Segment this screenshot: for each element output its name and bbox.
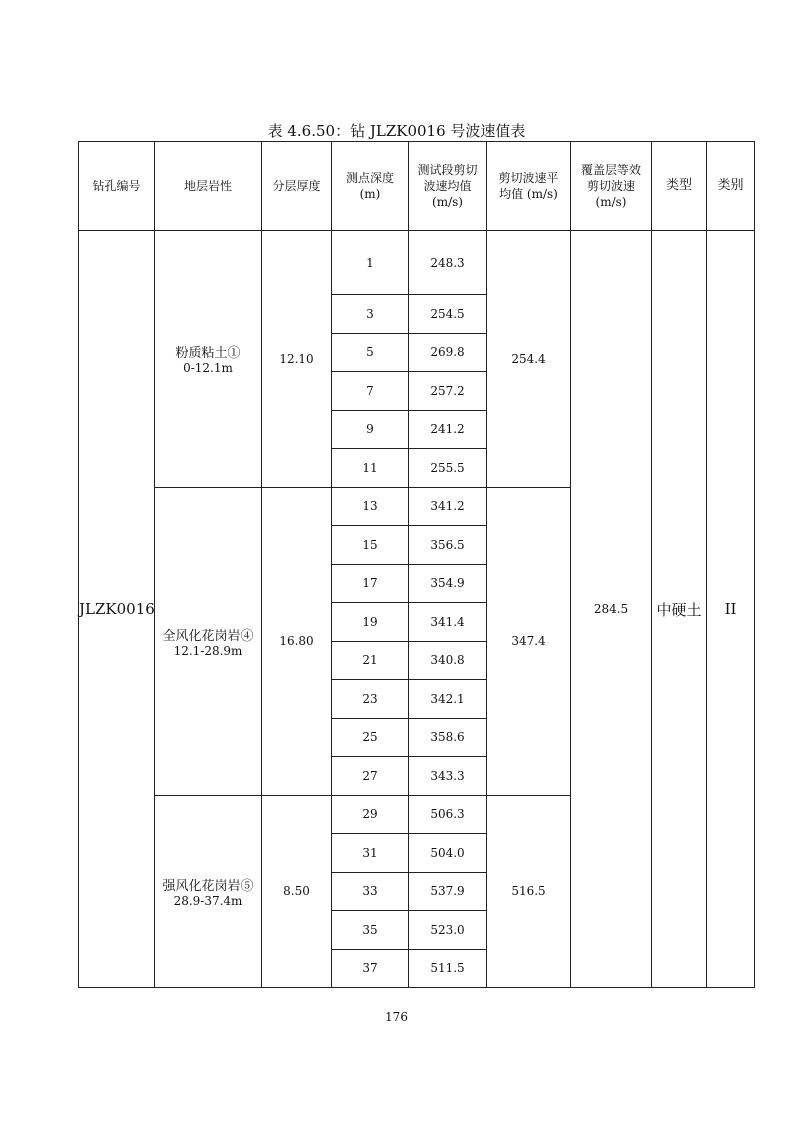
site-class-cell: II bbox=[707, 231, 755, 988]
depth-cell: 29 bbox=[332, 795, 409, 834]
table-body bbox=[79, 231, 755, 988]
depth-cell: 11 bbox=[332, 449, 409, 488]
depth-cell: 1 bbox=[332, 231, 409, 295]
avg-velocity-cell: 516.5 bbox=[487, 795, 571, 988]
table-row bbox=[79, 231, 755, 295]
velocity-cell: 255.5 bbox=[409, 449, 487, 488]
velocity-cell: 537.9 bbox=[409, 872, 487, 911]
header-type: 类型 bbox=[652, 142, 707, 231]
header-depth: 测点深度 (m) bbox=[332, 142, 409, 231]
stratum-cell bbox=[155, 231, 262, 488]
equiv-velocity-cell: 284.5 bbox=[571, 231, 652, 988]
header-row bbox=[79, 142, 755, 231]
velocity-cell: 354.9 bbox=[409, 564, 487, 603]
stratum-range: 0-12.1m bbox=[183, 361, 233, 376]
depth-cell: 3 bbox=[332, 295, 409, 334]
velocity-cell: 254.5 bbox=[409, 295, 487, 334]
thickness-cell: 8.50 bbox=[262, 795, 332, 988]
velocity-cell: 358.6 bbox=[409, 718, 487, 757]
depth-cell: 31 bbox=[332, 834, 409, 873]
depth-cell: 13 bbox=[332, 487, 409, 526]
thickness-cell: 16.80 bbox=[262, 487, 332, 795]
stratum-cell bbox=[155, 487, 262, 795]
wave-velocity-table bbox=[78, 141, 755, 988]
thickness-cell: 12.10 bbox=[262, 231, 332, 488]
stratum-name: 粉质粘土① bbox=[175, 346, 241, 362]
header-equiv-velocity: 覆盖层等效 剪切波速 (m/s) bbox=[571, 142, 652, 231]
header-stratum: 地层岩性 bbox=[155, 142, 262, 231]
soil-type-cell: 中硬土 bbox=[652, 231, 707, 988]
table-caption: 表 4.6.50：钻 JLZK0016 号波速值表 bbox=[267, 122, 526, 140]
velocity-cell: 241.2 bbox=[409, 410, 487, 449]
stratum-name: 全风化花岗岩④ bbox=[162, 628, 254, 644]
velocity-cell: 269.8 bbox=[409, 333, 487, 372]
stratum-name: 强风化花岗岩⑤ bbox=[162, 878, 254, 894]
velocity-cell: 343.3 bbox=[409, 757, 487, 796]
depth-cell: 37 bbox=[332, 949, 409, 988]
header-avg-velocity: 剪切波速平 均值 (m/s) bbox=[487, 142, 571, 231]
avg-velocity-cell: 254.4 bbox=[487, 231, 571, 488]
stratum-cell bbox=[155, 795, 262, 988]
depth-cell: 9 bbox=[332, 410, 409, 449]
depth-cell: 27 bbox=[332, 757, 409, 796]
header-seg-velocity: 测试段剪切 波速均值 (m/s) bbox=[409, 142, 487, 231]
velocity-cell: 341.4 bbox=[409, 603, 487, 642]
velocity-cell: 257.2 bbox=[409, 372, 487, 411]
depth-cell: 35 bbox=[332, 911, 409, 950]
depth-cell: 23 bbox=[332, 680, 409, 719]
velocity-cell: 248.3 bbox=[409, 231, 487, 295]
depth-cell: 5 bbox=[332, 333, 409, 372]
depth-cell: 33 bbox=[332, 872, 409, 911]
stratum-range: 28.9-37.4m bbox=[173, 893, 243, 908]
velocity-cell: 356.5 bbox=[409, 526, 487, 565]
velocity-cell: 341.2 bbox=[409, 487, 487, 526]
page-number: 176 bbox=[385, 1010, 408, 1024]
velocity-cell: 506.3 bbox=[409, 795, 487, 834]
depth-cell: 7 bbox=[332, 372, 409, 411]
velocity-cell: 504.0 bbox=[409, 834, 487, 873]
depth-cell: 15 bbox=[332, 526, 409, 565]
velocity-cell: 342.1 bbox=[409, 680, 487, 719]
depth-cell: 19 bbox=[332, 603, 409, 642]
velocity-cell: 340.8 bbox=[409, 641, 487, 680]
hole-id-cell: JLZK0016 bbox=[79, 231, 155, 988]
depth-cell: 17 bbox=[332, 564, 409, 603]
velocity-cell: 523.0 bbox=[409, 911, 487, 950]
header-thickness: 分层厚度 bbox=[262, 142, 332, 231]
header-category: 类别 bbox=[707, 142, 755, 231]
avg-velocity-cell: 347.4 bbox=[487, 487, 571, 795]
stratum-range: 12.1-28.9m bbox=[173, 643, 243, 658]
header-hole: 钻孔编号 bbox=[79, 142, 155, 231]
velocity-cell: 511.5 bbox=[409, 949, 487, 988]
depth-cell: 21 bbox=[332, 641, 409, 680]
depth-cell: 25 bbox=[332, 718, 409, 757]
